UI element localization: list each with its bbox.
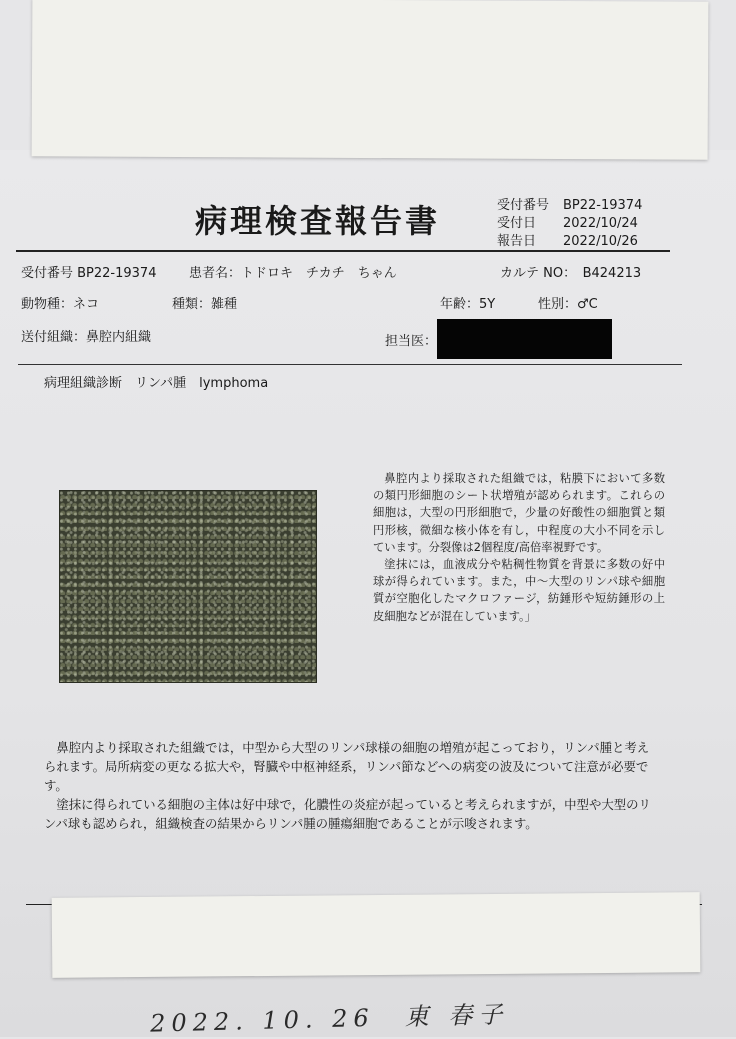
comment-paragraph-2: 塗抹に得られている細胞の主体は好中球で，化膿性の炎症が起っていると考えられますが，中型や大型のリンパ球も認められ，組織検査の結果からリンパ腫の腫瘍細胞であることが示唆されます。 [44,797,651,831]
microscope-image [59,490,317,683]
breed-field: 種類：雑種 [172,297,238,312]
report-date-value: 2022/10/26 [563,234,638,249]
diagnosis-value: リンパ腫 lymphoma [135,376,269,391]
receipt-date-row [497,212,638,231]
findings-text [373,470,665,625]
receipt-number-row [497,194,642,213]
patient-name: 患者名：トドロキ チカチ ちゃん [189,266,397,281]
doctor-label: 担当医： [385,334,438,349]
findings-paragraph-2: 塗抹には，血液成分や粘稠性物質を背景に多数の好中球が得られています。また，中～大型のリンパ球や細胞質が空胞化したマクロファージ，紡錘形や短紡錘形の上皮細胞などが混在しています。」 [373,558,665,623]
bottom-tape [52,892,701,978]
tissue-field: 送付組織：鼻腔内組織 [21,330,152,345]
top-tape [32,0,709,160]
age-field: 年齢：5Y [440,297,496,312]
report-title: 病理検査報告書 [195,202,441,240]
receipt-number-value: BP22-19374 [563,198,643,213]
receipt-date-label: 受付日 [497,216,537,231]
patient-receipt-number: 受付番号 BP22-19374 [21,266,157,281]
sex-field: 性別：♂C [538,297,598,312]
diagnosis-row [44,372,268,391]
findings-paragraph-1: 鼻腔内より採取された組織では，粘膜下において多数の類円形細胞のシート状増殖が認められます。これらの細胞は，大型の円形細胞で，少量の好酸性の細胞質と類円形核，微細な核小体を有し，中程度の大小不同を示しています。分裂像は2個程度/高倍率視野です。 [373,472,665,554]
comment-text [44,738,656,833]
header-rule [16,250,670,252]
report-date-label: 報告日 [497,234,537,249]
section-rule [18,364,682,365]
comment-paragraph-1: 鼻腔内より採取された組織では，中型から大型のリンパ球様の細胞の増殖が起こっており，リンパ腫と考えられます。局所病変の更なる拡大や，腎臓や中枢神経系，リンパ節などへの病変の波及について注意が必要です。 [44,740,650,793]
chart-number: カルテ NO： B424213 [500,266,642,281]
diagnosis-label: 病理組織診断 [44,376,123,391]
species-field: 動物種：ネコ [21,297,100,312]
handwritten-signature: 2022. 10. 26 東 春子 [149,1000,509,1038]
receipt-number-label: 受付番号 [497,198,550,213]
redaction-bar [437,319,612,359]
receipt-date-value: 2022/10/24 [563,216,638,231]
report-date-row [497,230,638,249]
